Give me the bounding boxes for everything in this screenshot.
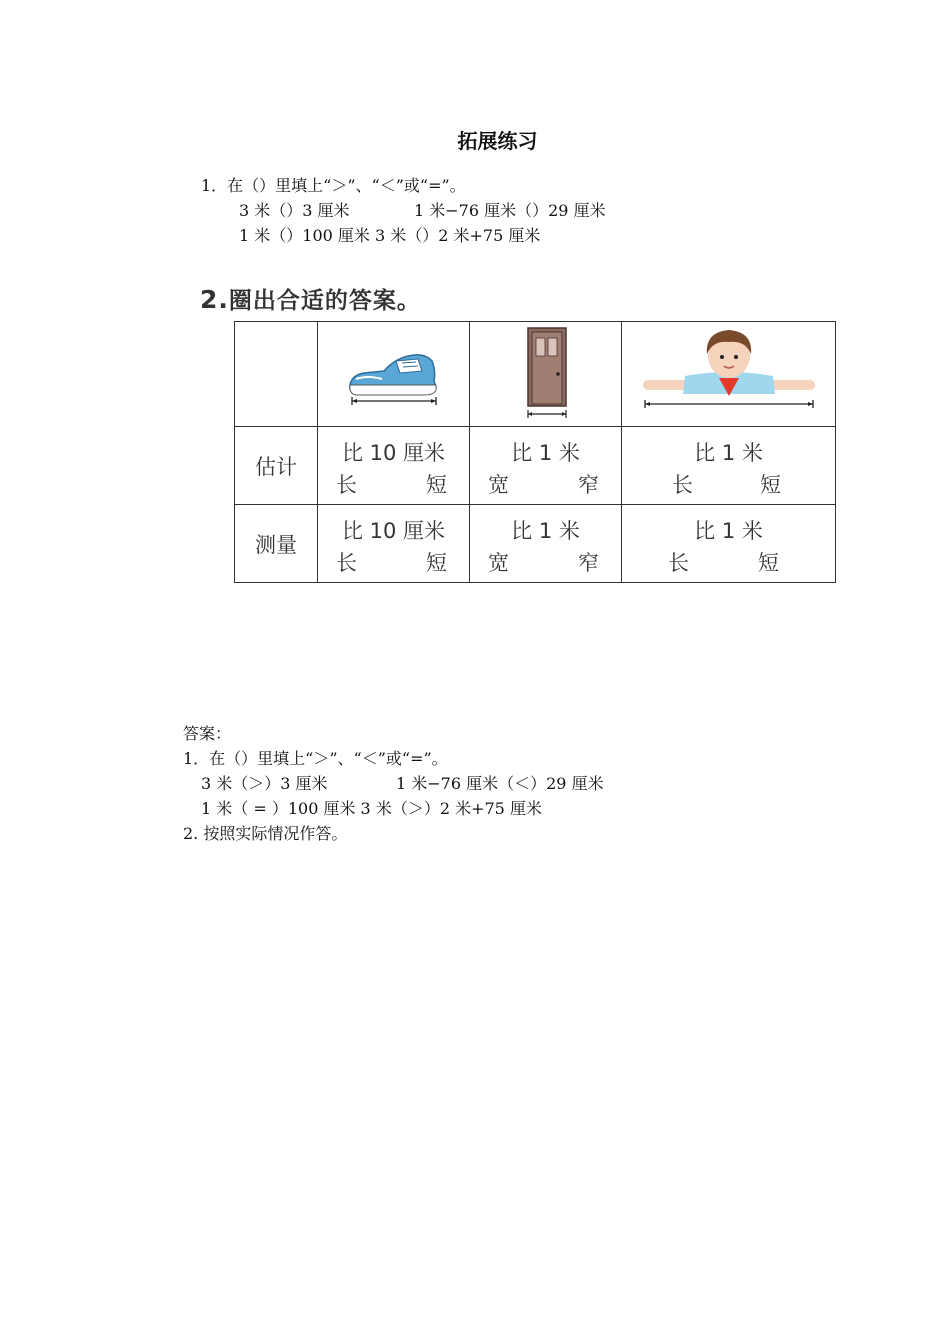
answer-item-1: 3 米（＞）3 厘米 [201,774,328,793]
compare-text: 比 1 米 [511,519,580,543]
answer-item-3: 1 米（ = ）100 厘米 3 米（＞）2 米+75 厘米 [201,799,542,818]
choice-option[interactable]: 宽 [488,551,509,575]
estimate-row [235,427,836,505]
choice-option[interactable]: 窄 [578,551,599,575]
compare-text: 比 10 厘米 [341,441,446,465]
q1-item-3: 1 米（）100 厘米 3 米（）2 米+75 厘米 [239,226,541,245]
shoe-cell [318,322,470,427]
choice-option[interactable]: 窄 [578,473,599,497]
door-icon [516,324,576,420]
estimate-cell-child [622,427,836,505]
empty-corner-cell [235,322,318,427]
child-arms-out-icon [639,324,819,420]
q2-number: 2. [200,285,229,314]
answers-heading: 答案： [183,724,232,743]
choice-option[interactable]: 宽 [488,473,509,497]
q1-item-2: 1 米−76 厘米（）29 厘米 [414,201,606,220]
row-label-measure: 测量 [235,505,318,583]
q1-item-1: 3 米（）3 厘米 [239,201,350,220]
compare-text: 比 1 米 [694,441,763,465]
estimate-cell-door [470,427,622,505]
measure-cell-shoe [318,505,470,583]
measure-row [235,505,836,583]
choice-option[interactable]: 长 [336,551,357,575]
child-cell [622,322,836,427]
row-label-estimate: 估计 [235,427,318,505]
compare-text: 比 10 厘米 [341,519,446,543]
page-title: 拓展练习 [457,129,538,153]
compare-text: 比 1 米 [511,441,580,465]
choice-option[interactable]: 长 [668,551,689,575]
answer-q2: 2. 按照实际情况作答。 [183,824,348,843]
measure-cell-child [622,505,836,583]
answer-item-2: 1 米−76 厘米（＜）29 厘米 [396,774,604,793]
q2-table [234,321,836,583]
compare-text: 比 1 米 [694,519,763,543]
choice-option[interactable]: 短 [426,551,447,575]
q1-prompt: 1．在（）里填上“＞”、“＜”或“=”。 [201,176,466,195]
q2-title [200,282,421,315]
choice-option[interactable]: 长 [336,473,357,497]
answer-q1-prompt: 1．在（）里填上“＞”、“＜”或“=”。 [183,749,448,768]
choice-option[interactable]: 长 [672,473,693,497]
estimate-cell-shoe [318,427,470,505]
choice-option[interactable]: 短 [426,473,447,497]
choice-option[interactable]: 短 [758,551,779,575]
shoe-icon [344,337,444,407]
door-cell [470,322,622,427]
image-row [235,322,836,427]
measure-cell-door [470,505,622,583]
q2-title-text: 圈出合适的答案。 [228,288,421,314]
choice-option[interactable]: 短 [760,473,781,497]
